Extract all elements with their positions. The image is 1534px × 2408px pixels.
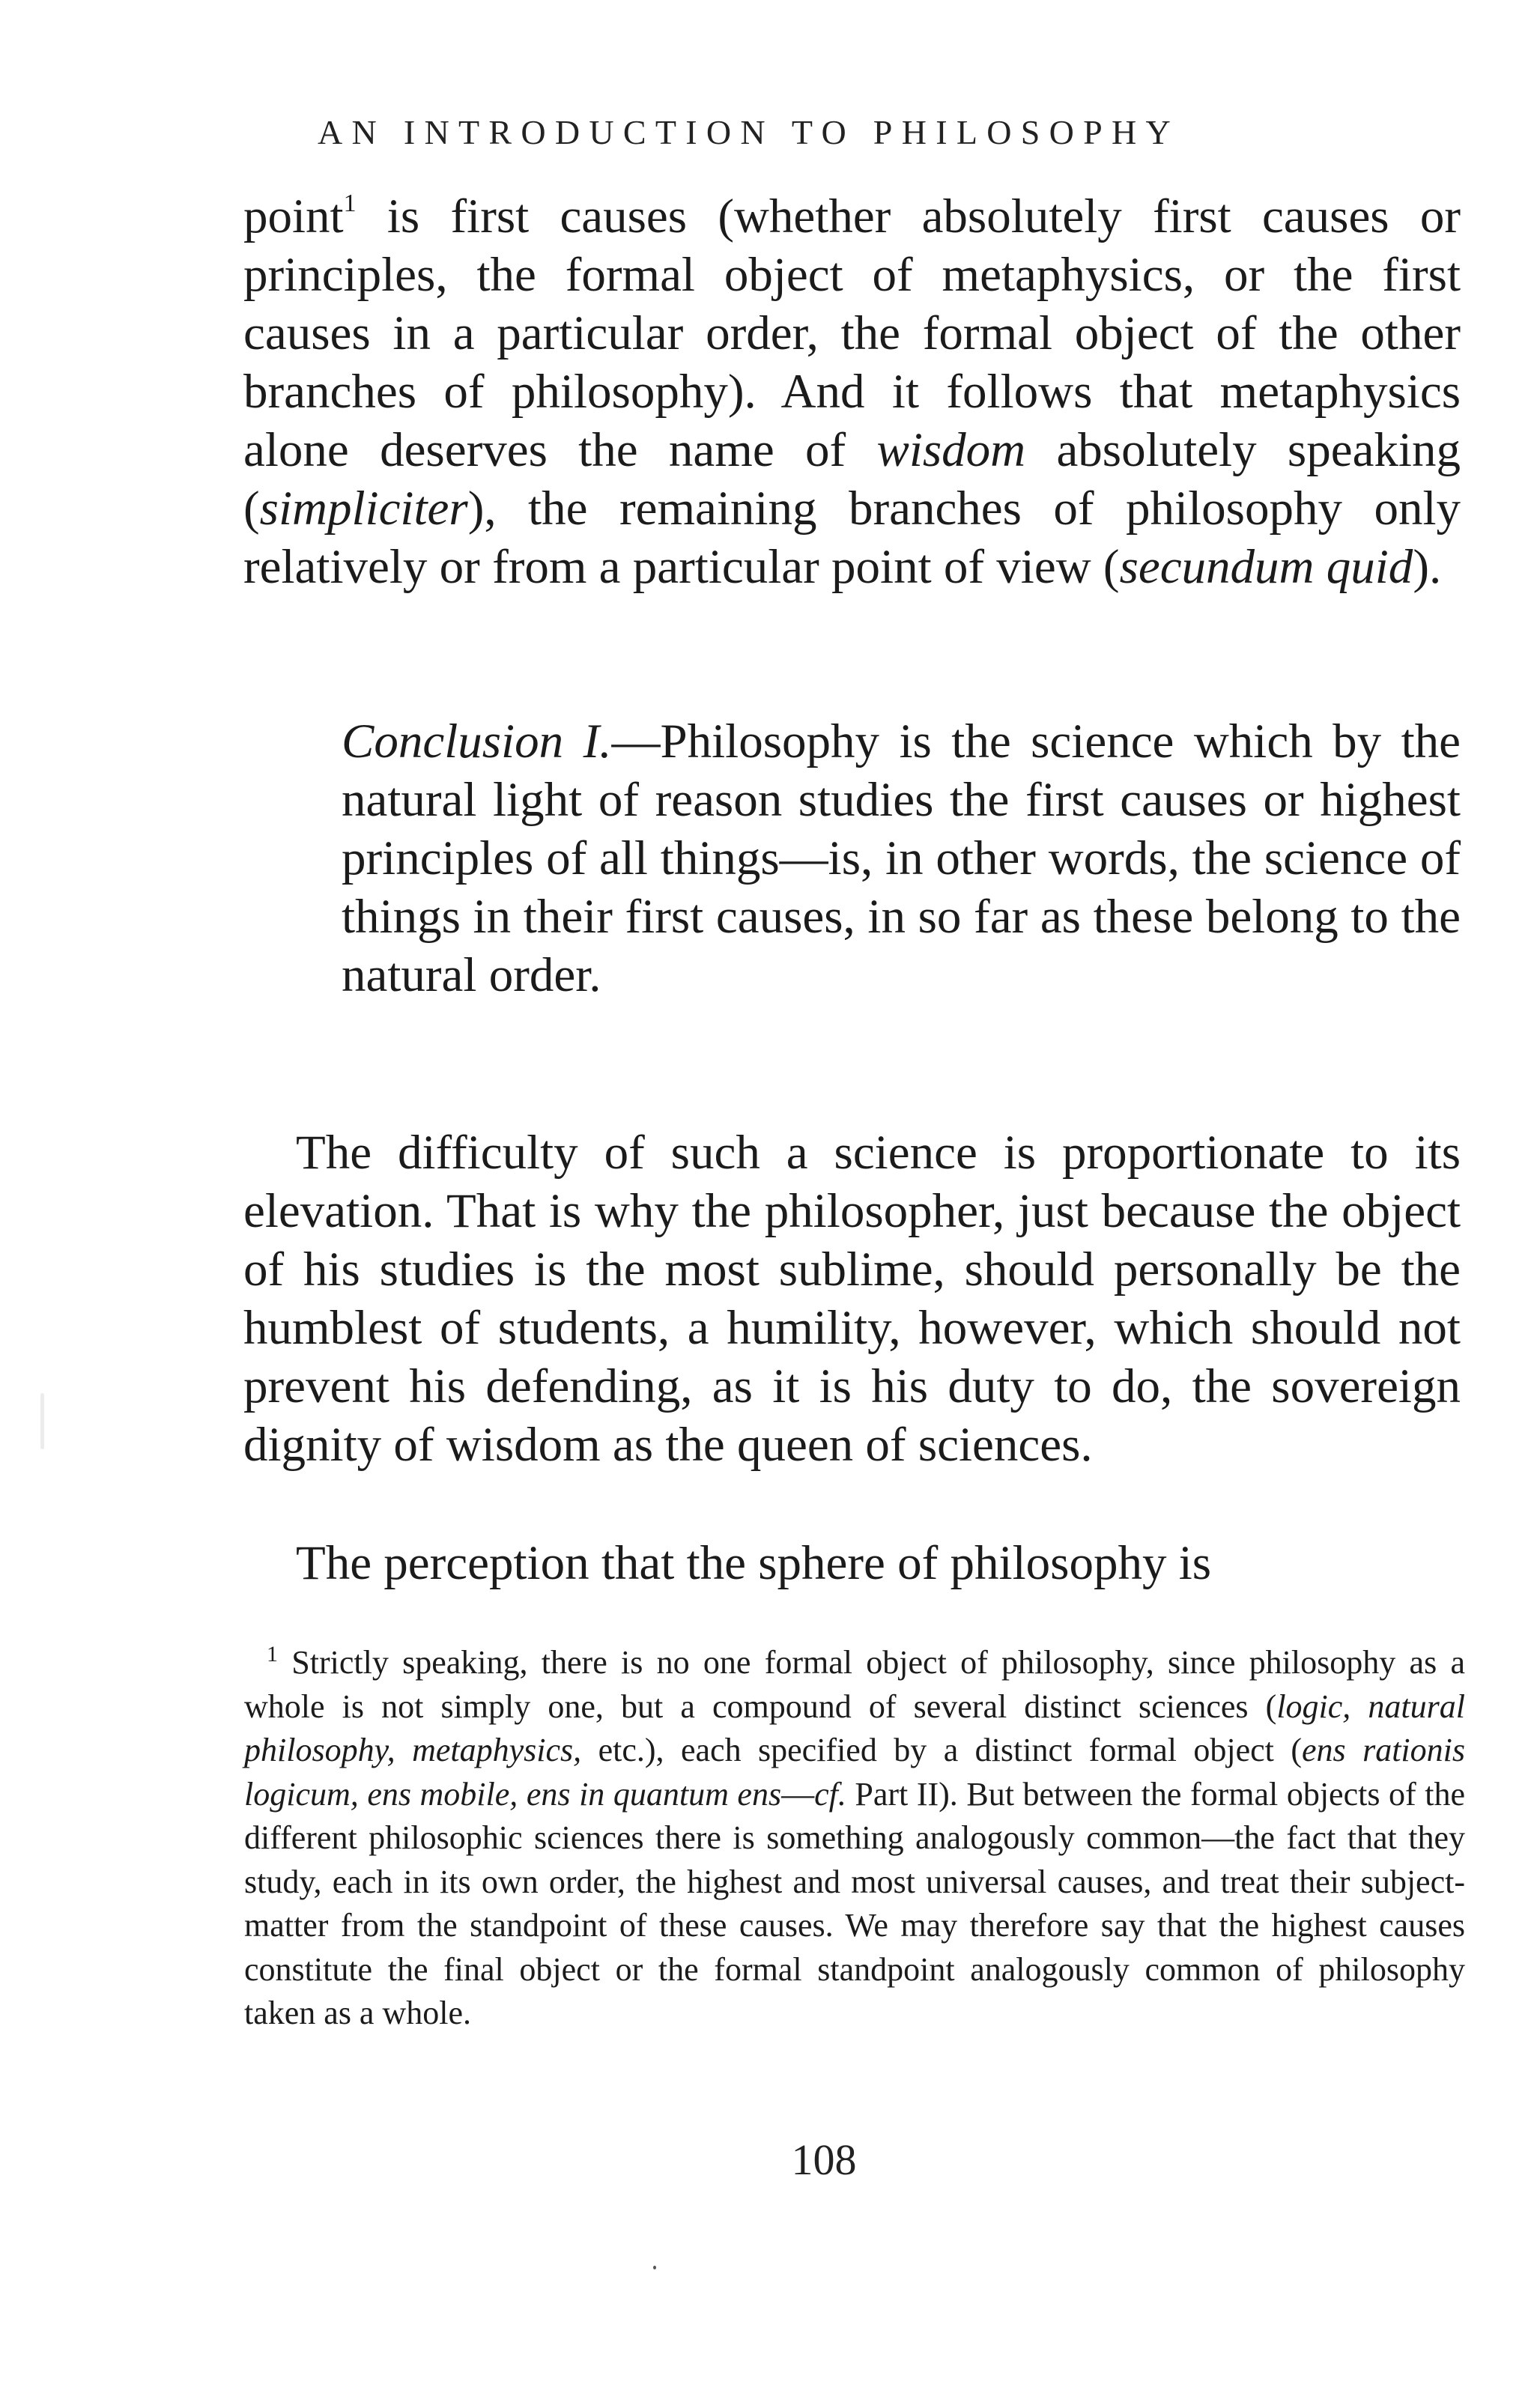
- scan-speck: [653, 2266, 656, 2269]
- italic-term: secundum quid: [1119, 540, 1413, 594]
- paragraph-text: ).: [1413, 540, 1442, 594]
- paragraph-text: ), the remaining branches of philosophy only relatively or from a particular point of view (: [243, 482, 1461, 594]
- footnote-text: Strictly speaking, there is no one formal object of philosophy, since philosophy as a whole is not simply one, but a compound of several distinct sciences (: [244, 1644, 1465, 1725]
- footnote-text: etc.), each specified by a distinct formal object (: [581, 1732, 1302, 1768]
- running-head: AN INTRODUCTION TO PHILOSOPHY: [318, 113, 1180, 151]
- footnote-italic: cf.: [814, 1775, 846, 1813]
- paragraph-text: is first causes (whether absolutely first causes or principles, the formal object of metaphysics, or the first causes in a particular order, the formal object of the other branches of philosophy). And it follows that metaphysics alone deserves the name of: [243, 189, 1461, 477]
- footnote-italic: ens rationis logicum, ens mobile, ens in quantum ens: [244, 1732, 1465, 1813]
- paragraph-text: point: [243, 189, 344, 243]
- italic-term: simpliciter: [259, 482, 468, 536]
- footnote-italic: logic, natural philosophy, metaphysics,: [244, 1687, 1465, 1768]
- footnote-reference: 1: [343, 189, 357, 217]
- paragraph-first-causes: [243, 187, 1461, 596]
- footnote-marker: 1: [267, 1642, 278, 1667]
- paragraph-text: absolutely speaking (: [243, 423, 1461, 536]
- paragraph-sphere: The perception that the sphere of philosophy is: [296, 1536, 1212, 1590]
- scan-gutter-mark: [40, 1393, 44, 1449]
- conclusion-text: —Philosophy is the science which by the natural light of reason studies the first causes or highest principles of all things—is, in other words, the science of things in their first causes, in so far as these belong to the natural order.: [342, 715, 1461, 1002]
- conclusion-block: [342, 712, 1461, 1004]
- italic-term: wisdom: [876, 423, 1026, 477]
- footnote: [244, 1641, 1465, 2036]
- paragraph-difficulty: The difficulty of such a science is proportionate to its elevation. That is why the philosopher, just because the object of his studies is the most sublime, should personally be the humblest of students, a humility, however, which should not prevent his defending, as it is his duty to do, the sovereign dignity of wisdom as the queen of sciences.: [243, 1126, 1461, 1472]
- page-number: 108: [791, 2135, 857, 2184]
- footnote-text: Part II). But between the formal objects of the different philosophic sciences there is something analogously common—the fact that they study, each in its own order, the highest and most universal causes, and treat their subject-matter from the standpoint of these causes. We may therefore say that the highest causes constitute the final object or the formal standpoint analogously common of philosophy taken as a whole.: [244, 1775, 1465, 2031]
- conclusion-label: Conclusion I.: [342, 715, 612, 768]
- footnote-text: —: [781, 1775, 815, 1813]
